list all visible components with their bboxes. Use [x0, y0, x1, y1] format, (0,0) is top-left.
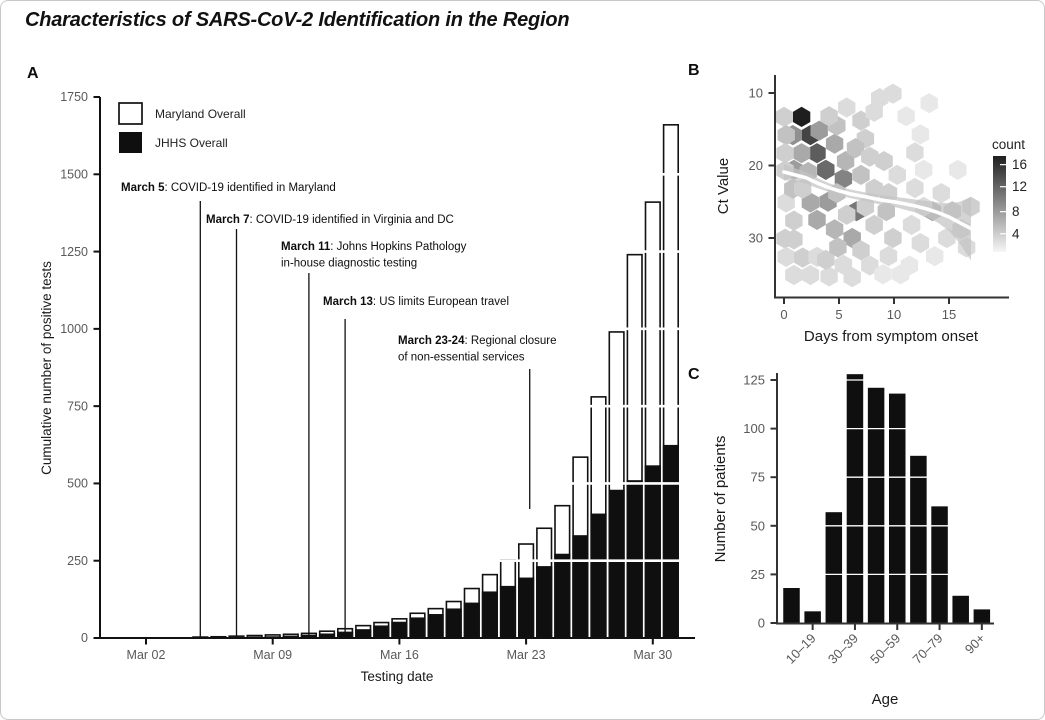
jhhs-bar — [392, 623, 407, 638]
age-bar — [910, 456, 927, 623]
jhhs-bar — [519, 578, 534, 638]
jhhs-bar — [446, 609, 461, 638]
y-axis-title: Number of patients — [712, 435, 729, 563]
y-tick-label: 25 — [750, 566, 765, 582]
y-tick-label: 1000 — [60, 322, 88, 337]
x-tick-label: 10 — [886, 307, 902, 322]
y-tick-label: 0 — [81, 631, 88, 646]
count-legend-label: 8 — [1012, 204, 1020, 220]
event-annotation: March 13: US limits European travel — [323, 296, 509, 308]
hex-bin — [776, 143, 793, 163]
confidence-band — [784, 164, 971, 260]
jhhs-bar — [664, 446, 679, 638]
hex-bin — [785, 211, 802, 231]
y-axis-title: Ct Value — [715, 157, 732, 215]
hex-bin — [912, 124, 929, 144]
jhhs-bar — [410, 618, 425, 638]
hex-bin — [949, 160, 966, 180]
count-legend-title: count — [992, 137, 1026, 152]
hex-bin — [826, 219, 843, 239]
x-tick-label: Mar 30 — [633, 648, 673, 662]
y-tick-label: 1750 — [60, 90, 88, 105]
y-tick-label: 20 — [748, 158, 763, 173]
y-tick-label: 1500 — [60, 167, 88, 182]
legend-label-jhhs: JHHS Overall — [155, 136, 228, 150]
y-tick-label: 75 — [750, 469, 765, 485]
x-tick-label: 90+ — [961, 630, 988, 657]
legend-swatch-jhhs — [119, 132, 142, 153]
jhhs-bar — [483, 592, 498, 638]
panel-c-label: C — [688, 366, 700, 383]
hex-bin — [852, 165, 869, 185]
y-tick-label: 30 — [748, 230, 763, 246]
jhhs-bar — [555, 555, 570, 638]
legend-label-maryland: Maryland Overall — [155, 107, 246, 121]
x-tick-label: 70–79 — [909, 630, 946, 667]
x-tick-label: 30–39 — [824, 630, 862, 667]
panel-a-chart — [1, 1, 701, 719]
panel-b-label: B — [688, 62, 700, 79]
x-tick-label: Mar 09 — [253, 648, 293, 662]
age-bar — [868, 388, 885, 623]
count-colorbar — [993, 156, 1006, 252]
event-annotation: March 11: Johns Hopkins Pathology — [281, 241, 467, 253]
hex-bin — [912, 233, 929, 253]
age-bar — [804, 611, 821, 623]
jhhs-bar — [609, 491, 624, 638]
y-tick-label: 100 — [743, 421, 765, 437]
hex-bin — [808, 143, 825, 163]
age-bar — [826, 512, 843, 623]
y-tick-label: 750 — [67, 399, 88, 414]
hex-bin — [866, 215, 883, 235]
y-axis-title: Cumulative number of positive tests — [39, 261, 54, 475]
jhhs-bar — [356, 630, 371, 638]
hex-bin — [826, 134, 843, 154]
event-annotation-line2: of non-essential services — [398, 351, 525, 364]
y-tick-label: 500 — [67, 476, 88, 491]
x-axis-title: Testing date — [360, 669, 434, 684]
age-bar — [931, 506, 948, 623]
x-tick-label: 15 — [941, 307, 957, 322]
count-legend-label: 12 — [1012, 179, 1028, 195]
x-tick-label: 50–59 — [867, 630, 904, 667]
hexbin-group — [775, 84, 979, 288]
y-tick-label: 0 — [757, 615, 765, 631]
hex-bin — [778, 247, 795, 267]
jhhs-bar — [465, 603, 480, 638]
jhhs-bar — [428, 615, 443, 638]
x-axis-title: Days from symptom onset — [803, 328, 979, 345]
hex-bin — [808, 210, 825, 230]
hex-bin — [889, 165, 906, 185]
event-annotation: March 7: COVID-19 identified in Virginia and DC — [206, 214, 454, 226]
y-tick-label: 50 — [750, 518, 765, 534]
hex-bin — [880, 246, 897, 266]
y-tick-label: 250 — [67, 553, 88, 568]
x-axis-title: Age — [871, 691, 899, 708]
hex-bin — [897, 106, 914, 126]
panel-c-chart — [681, 356, 1044, 719]
jhhs-bar — [591, 514, 606, 638]
event-annotation: March 23-24: Regional closure — [398, 335, 557, 347]
jhhs-bar — [374, 626, 389, 638]
y-tick-label: 10 — [748, 85, 763, 101]
hex-bin — [775, 107, 792, 127]
hex-bin — [785, 265, 802, 285]
y-tick-label: 1250 — [60, 244, 88, 259]
hex-bin — [903, 215, 920, 235]
panel-a-label: A — [27, 65, 39, 82]
hex-bin — [906, 178, 923, 198]
y-tick-label: 125 — [743, 372, 765, 388]
hex-bin — [915, 160, 932, 180]
hex-bin — [906, 142, 923, 162]
jhhs-bar — [537, 567, 552, 638]
x-tick-label: 5 — [835, 307, 843, 322]
age-bar — [952, 596, 969, 623]
age-bar — [847, 374, 864, 623]
legend-swatch-maryland — [119, 103, 142, 124]
count-legend-label: 4 — [1012, 226, 1020, 242]
hex-bin — [926, 246, 943, 266]
x-tick-label: 10–19 — [782, 630, 819, 667]
jhhs-bar — [573, 536, 588, 638]
jhhs-bar — [501, 587, 516, 638]
hex-bin — [793, 143, 810, 163]
hex-bin — [802, 265, 819, 285]
bars-group — [783, 374, 990, 623]
hex-bin — [921, 93, 938, 113]
hex-bin — [838, 97, 855, 117]
x-tick-label: 0 — [780, 307, 788, 322]
hex-bin — [793, 107, 810, 127]
panel-b-chart — [681, 1, 1044, 356]
x-tick-label: Mar 16 — [379, 648, 419, 662]
hex-bin — [933, 183, 950, 203]
jhhs-bar — [646, 466, 661, 638]
event-annotation-line2: in-house diagnostic testing — [281, 257, 418, 270]
count-legend-label: 16 — [1012, 157, 1028, 173]
event-annotation: March 5: COVID-19 identified in Maryland — [121, 182, 336, 194]
hex-bin — [817, 160, 834, 180]
page-title: Characteristics of SARS-CoV-2 Identification in the Region — [25, 9, 570, 31]
age-bar — [783, 588, 800, 623]
x-tick-label: Mar 02 — [126, 648, 166, 662]
age-bar — [974, 609, 991, 623]
x-tick-label: Mar 23 — [506, 648, 546, 662]
hex-bin — [884, 228, 901, 248]
